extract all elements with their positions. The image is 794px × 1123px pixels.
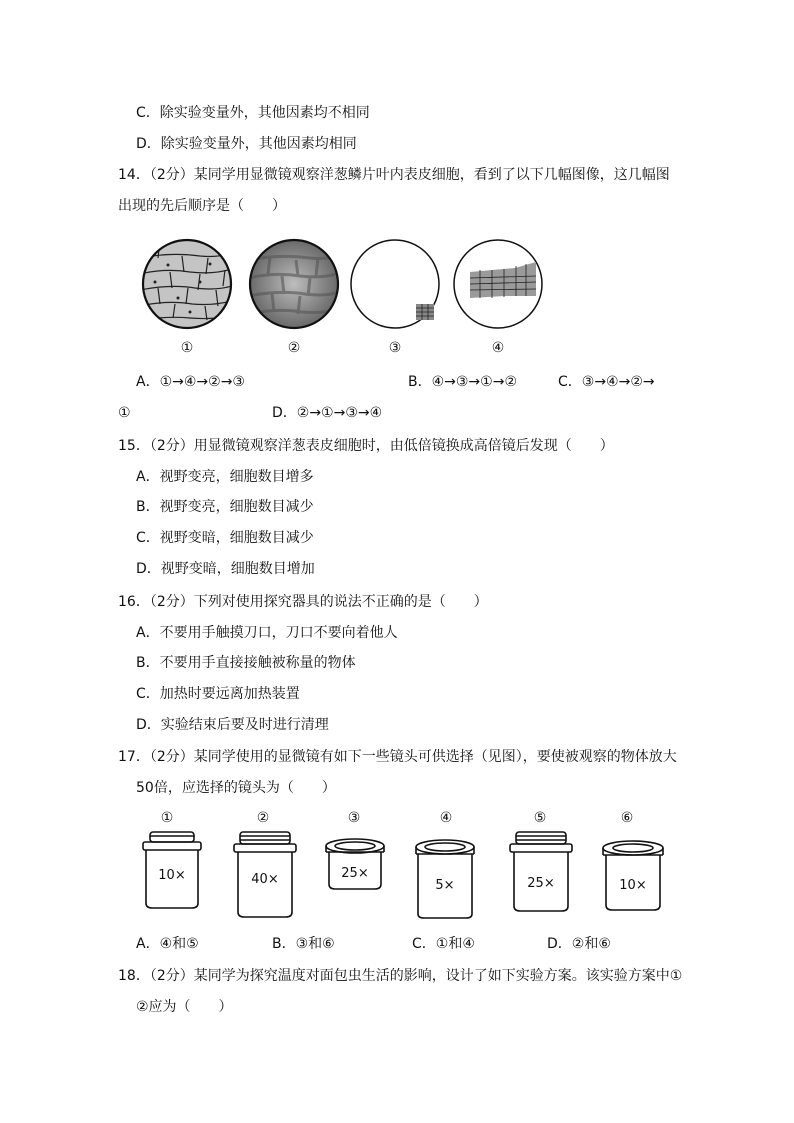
q18-stem-line1: 18．（2分）某同学为探究温度对面包虫生活的影响，设计了如下实验方案。该实验方案中① xyxy=(118,968,683,984)
q15-option-c: C．视野变暗，细胞数目减少 xyxy=(136,530,314,546)
lens-6-objective xyxy=(603,841,663,910)
lens-number-4: ④ xyxy=(439,810,453,826)
lens-1-magnification: 10× xyxy=(158,868,186,883)
q17-option-d: D．②和⑥ xyxy=(547,936,611,952)
q17-stem-line2: 50倍，应选择的镜头为（ ） xyxy=(136,780,336,796)
q16-option-d: D．实验结束后要及时进行清理 xyxy=(136,717,329,733)
q13-option-c: C．除实验变量外，其他因素均不相同 xyxy=(136,105,370,121)
q15-stem: 15．（2分）用显微镜观察洋葱表皮细胞时，由低倍镜换成高倍镜后发现（ ） xyxy=(118,438,614,454)
q16-option-a: A．不要用手触摸刀口，刀口不要向着他人 xyxy=(136,625,398,641)
lens-4-magnification: 5× xyxy=(435,878,455,893)
q17-option-b: B．③和⑥ xyxy=(272,936,335,952)
q14-option-c-cont: ① xyxy=(118,405,131,421)
q16-option-b: B．不要用手直接接触被称量的物体 xyxy=(136,655,356,671)
q14-option-a: A．①→④→②→③ xyxy=(136,374,245,390)
lens-5-magnification: 25× xyxy=(527,876,555,891)
lens-number-5: ⑤ xyxy=(533,810,547,826)
q17-option-a: A．④和⑤ xyxy=(136,936,199,952)
view-label-3: ③ xyxy=(388,340,402,356)
lens-number-1: ① xyxy=(160,810,174,826)
lens-6-magnification: 10× xyxy=(619,878,647,893)
q15-option-b: B．视野变亮，细胞数目减少 xyxy=(136,499,314,515)
q13-option-d: D．除实验变量外，其他因素均相同 xyxy=(136,136,357,152)
lens-number-2: ② xyxy=(256,810,270,826)
view-label-1: ① xyxy=(180,340,194,356)
q15-option-d: D．视野变暗，细胞数目增加 xyxy=(136,561,315,577)
q14-stem-line2: 出现的先后顺序是（ ） xyxy=(118,198,286,214)
lens-3-magnification: 25× xyxy=(341,866,369,881)
q14-option-d: D．②→①→③→④ xyxy=(272,405,383,421)
q15-option-a: A．视野变亮，细胞数目增多 xyxy=(136,469,314,485)
q18-stem-line2: ②应为（ ） xyxy=(136,999,233,1015)
lens-3-objective xyxy=(326,839,384,889)
lens-number-6: ⑥ xyxy=(620,810,634,826)
q16-stem: 16．（2分）下列对使用探究器具的说法不正确的是（ ） xyxy=(118,594,488,610)
view-label-4: ④ xyxy=(491,340,505,356)
q17-option-c: C．①和④ xyxy=(412,936,475,952)
view-label-2: ② xyxy=(287,340,301,356)
lens-number-3: ③ xyxy=(347,810,361,826)
lens-5-eyepiece xyxy=(510,832,572,911)
q16-option-c: C．加热时要远离加热装置 xyxy=(136,686,300,702)
q14-option-b: B．④→③→①→② xyxy=(408,374,517,390)
q14-option-c: C．③→④→②→ xyxy=(558,374,655,390)
lens-2-magnification: 40× xyxy=(251,872,279,887)
q17-stem-line1: 17．（2分）某同学使用的显微镜有如下一些镜头可供选择（见图），要使被观察的物体放大 xyxy=(118,749,677,765)
q14-stem-line1: 14．（2分）某同学用显微镜观察洋葱鳞片叶内表皮细胞，看到了以下几幅图像，这几幅图 xyxy=(118,167,670,183)
